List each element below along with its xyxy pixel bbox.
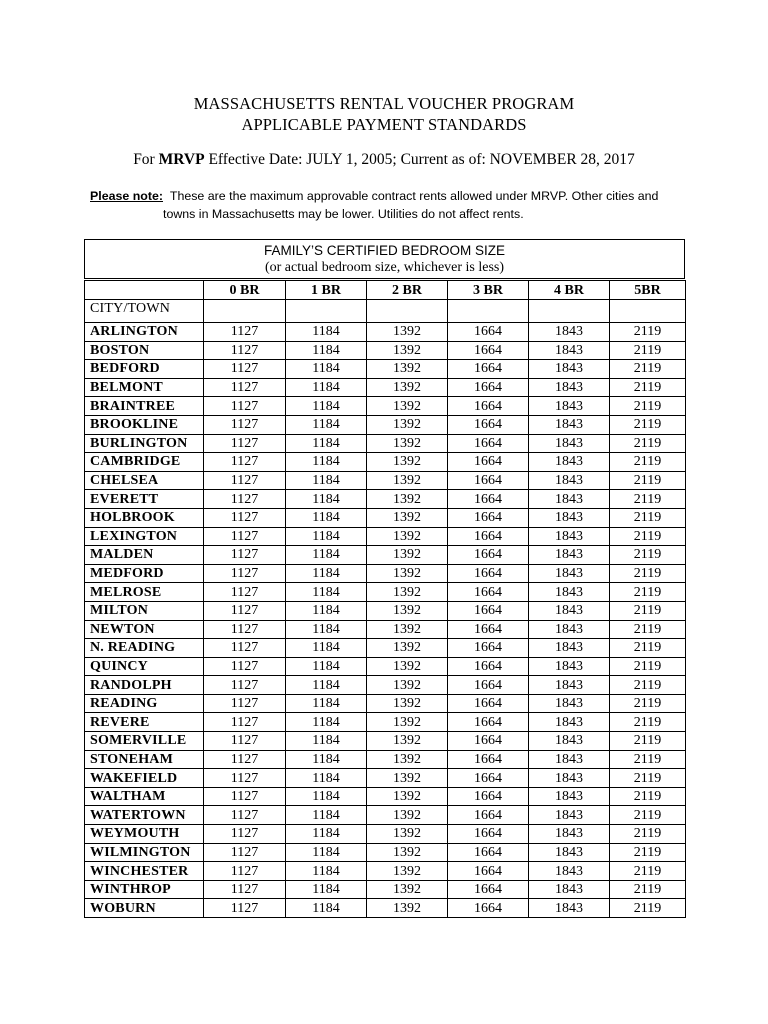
rent-value: 1184	[286, 341, 367, 360]
rent-value: 2119	[610, 676, 686, 695]
rent-value: 1184	[286, 546, 367, 565]
rent-value: 1392	[367, 341, 448, 360]
rent-value: 1392	[367, 508, 448, 527]
rent-value: 1127	[204, 564, 286, 583]
rent-value: 2119	[610, 323, 686, 342]
rent-value: 1843	[529, 564, 610, 583]
rent-value: 1127	[204, 732, 286, 751]
city-name: NEWTON	[85, 620, 204, 639]
column-header: 3 BR	[448, 281, 529, 300]
rent-value: 1664	[448, 546, 529, 565]
table-row	[85, 769, 686, 788]
rent-value: 1664	[448, 453, 529, 472]
rent-value: 2119	[610, 750, 686, 769]
table-row	[85, 527, 686, 546]
rent-value: 1127	[204, 657, 286, 676]
rent-value: 1843	[529, 471, 610, 490]
table-row	[85, 564, 686, 583]
rent-value: 1843	[529, 862, 610, 881]
city-name: BOSTON	[85, 341, 204, 360]
rent-value: 1392	[367, 806, 448, 825]
payment-standards-table	[84, 280, 686, 918]
rent-value: 1392	[367, 843, 448, 862]
rent-value: 1664	[448, 657, 529, 676]
rent-value: 1843	[529, 527, 610, 546]
rent-value: 1664	[448, 806, 529, 825]
rent-value: 1392	[367, 323, 448, 342]
city-name: READING	[85, 694, 204, 713]
rent-value: 1184	[286, 601, 367, 620]
rent-value: 2119	[610, 583, 686, 602]
table-row	[85, 639, 686, 658]
rent-value: 1843	[529, 750, 610, 769]
rent-value: 1843	[529, 490, 610, 509]
rent-value: 1843	[529, 880, 610, 899]
bedroom-size-header-title: FAMILY’S CERTIFIED BEDROOM SIZE	[263, 243, 506, 258]
rent-value: 2119	[610, 378, 686, 397]
rent-value: 1843	[529, 806, 610, 825]
rent-value: 1184	[286, 657, 367, 676]
city-name: WALTHAM	[85, 787, 204, 806]
table-row	[85, 787, 686, 806]
city-name: MELROSE	[85, 583, 204, 602]
column-header-blank	[85, 281, 204, 300]
note-label: Please note:	[90, 189, 163, 203]
rent-value: 2119	[610, 546, 686, 565]
rent-value: 1392	[367, 583, 448, 602]
rent-value: 1127	[204, 397, 286, 416]
city-name: BURLINGTON	[85, 434, 204, 453]
empty-cell	[204, 300, 286, 323]
rent-value: 1127	[204, 899, 286, 918]
rent-value: 2119	[610, 787, 686, 806]
rent-value: 1392	[367, 862, 448, 881]
table-body	[85, 281, 686, 918]
rent-value: 1664	[448, 620, 529, 639]
rent-value: 1127	[204, 843, 286, 862]
city-name: RANDOLPH	[85, 676, 204, 695]
city-name: WATERTOWN	[85, 806, 204, 825]
rent-value: 1127	[204, 769, 286, 788]
city-name: BRAINTREE	[85, 397, 204, 416]
rent-value: 1664	[448, 899, 529, 918]
rent-value: 1392	[367, 546, 448, 565]
rent-value: 1392	[367, 787, 448, 806]
rent-value: 1392	[367, 694, 448, 713]
rent-value: 2119	[610, 508, 686, 527]
rent-value: 1392	[367, 769, 448, 788]
city-name: QUINCY	[85, 657, 204, 676]
rent-value: 1127	[204, 806, 286, 825]
city-name: N. READING	[85, 639, 204, 658]
rent-value: 1664	[448, 639, 529, 658]
rent-value: 1664	[448, 527, 529, 546]
rent-value: 1184	[286, 397, 367, 416]
table-row	[85, 490, 686, 509]
rent-value: 1664	[448, 434, 529, 453]
note-line-1: These are the maximum approvable contract rents allowed under MRVP. Other cities and	[169, 189, 659, 203]
rent-value: 1664	[448, 694, 529, 713]
rent-value: 1184	[286, 453, 367, 472]
rent-value: 1392	[367, 732, 448, 751]
rent-value: 1184	[286, 676, 367, 695]
rent-value: 1184	[286, 825, 367, 844]
rent-value: 1843	[529, 732, 610, 751]
rent-value: 2119	[610, 360, 686, 379]
city-name: LEXINGTON	[85, 527, 204, 546]
city-name: MEDFORD	[85, 564, 204, 583]
rent-value: 1664	[448, 750, 529, 769]
document-title-line-1: MASSACHUSETTS RENTAL VOUCHER PROGRAM	[193, 94, 575, 113]
bedroom-size-header-subtitle: (or actual bedroom size, whichever is less)	[264, 260, 505, 275]
city-name: BEDFORD	[85, 360, 204, 379]
city-name: CAMBRIDGE	[85, 453, 204, 472]
rent-value: 1392	[367, 639, 448, 658]
rent-value: 1184	[286, 750, 367, 769]
table-row	[85, 434, 686, 453]
rent-value: 1392	[367, 750, 448, 769]
rent-value: 1184	[286, 527, 367, 546]
rent-value: 1664	[448, 415, 529, 434]
rent-value: 1392	[367, 360, 448, 379]
rent-value: 1664	[448, 564, 529, 583]
rent-value: 1184	[286, 639, 367, 658]
rent-value: 1843	[529, 434, 610, 453]
city-name: WAKEFIELD	[85, 769, 204, 788]
rent-value: 2119	[610, 564, 686, 583]
rent-value: 1184	[286, 899, 367, 918]
rent-value: 1843	[529, 843, 610, 862]
empty-cell	[448, 300, 529, 323]
rent-value: 1843	[529, 676, 610, 695]
city-name: EVERETT	[85, 490, 204, 509]
table-row	[85, 880, 686, 899]
city-label-row	[85, 300, 686, 323]
rent-value: 1843	[529, 713, 610, 732]
rent-value: 1843	[529, 360, 610, 379]
rent-value: 1127	[204, 601, 286, 620]
rent-value: 1664	[448, 862, 529, 881]
table-row	[85, 601, 686, 620]
city-name: MILTON	[85, 601, 204, 620]
rent-value: 1127	[204, 434, 286, 453]
rent-value: 1664	[448, 601, 529, 620]
rent-value: 2119	[610, 639, 686, 658]
rent-value: 1127	[204, 880, 286, 899]
table-row	[85, 657, 686, 676]
rent-value: 1184	[286, 434, 367, 453]
rent-value: 1184	[286, 378, 367, 397]
rent-value: 1664	[448, 341, 529, 360]
rent-value: 2119	[610, 732, 686, 751]
rent-value: 1392	[367, 397, 448, 416]
rent-value: 1127	[204, 453, 286, 472]
table-row	[85, 583, 686, 602]
rent-value: 1664	[448, 323, 529, 342]
rent-value: 1184	[286, 843, 367, 862]
city-name: WOBURN	[85, 899, 204, 918]
rent-value: 1843	[529, 323, 610, 342]
rent-value: 1843	[529, 378, 610, 397]
rent-value: 2119	[610, 490, 686, 509]
table-row	[85, 453, 686, 472]
city-name: REVERE	[85, 713, 204, 732]
rent-value: 1184	[286, 583, 367, 602]
rent-value: 2119	[610, 415, 686, 434]
rent-value: 1843	[529, 899, 610, 918]
rent-value: 1843	[529, 620, 610, 639]
rent-value: 1664	[448, 676, 529, 695]
rent-value: 1843	[529, 546, 610, 565]
rent-value: 1127	[204, 620, 286, 639]
dateline-prefix: For	[133, 151, 159, 168]
column-header: 0 BR	[204, 281, 286, 300]
rent-value: 1664	[448, 880, 529, 899]
rent-value: 2119	[610, 453, 686, 472]
rent-value: 1392	[367, 601, 448, 620]
effective-date-line	[0, 151, 768, 169]
rent-value: 2119	[610, 397, 686, 416]
city-name: WINCHESTER	[85, 862, 204, 881]
rent-value: 1184	[286, 880, 367, 899]
rent-value: 2119	[610, 601, 686, 620]
city-name: ARLINGTON	[85, 323, 204, 342]
city-name: WEYMOUTH	[85, 825, 204, 844]
city-name: SOMERVILLE	[85, 732, 204, 751]
rent-value: 1392	[367, 471, 448, 490]
rent-value: 1392	[367, 880, 448, 899]
rent-value: 1843	[529, 341, 610, 360]
table-row	[85, 341, 686, 360]
rent-value: 1843	[529, 787, 610, 806]
rent-value: 1664	[448, 769, 529, 788]
rent-value: 2119	[610, 694, 686, 713]
rent-value: 1664	[448, 471, 529, 490]
rent-value: 1664	[448, 397, 529, 416]
rent-value: 1127	[204, 378, 286, 397]
rent-value: 1392	[367, 490, 448, 509]
rent-value: 2119	[610, 713, 686, 732]
rent-value: 1184	[286, 769, 367, 788]
rent-value: 1664	[448, 583, 529, 602]
rent-value: 1392	[367, 713, 448, 732]
rent-value: 1184	[286, 323, 367, 342]
table-row	[85, 806, 686, 825]
rent-value: 1127	[204, 787, 286, 806]
rent-value: 1184	[286, 415, 367, 434]
table-row	[85, 397, 686, 416]
rent-value: 1664	[448, 360, 529, 379]
city-name: STONEHAM	[85, 750, 204, 769]
column-header: 2 BR	[367, 281, 448, 300]
empty-cell	[529, 300, 610, 323]
rent-value: 1664	[448, 732, 529, 751]
table-row	[85, 360, 686, 379]
table-row	[85, 825, 686, 844]
table-row	[85, 471, 686, 490]
rent-value: 1127	[204, 639, 286, 658]
rent-value: 1392	[367, 676, 448, 695]
rent-value: 1392	[367, 378, 448, 397]
rent-value: 1127	[204, 527, 286, 546]
rent-value: 1843	[529, 508, 610, 527]
table-row	[85, 676, 686, 695]
rent-value: 2119	[610, 471, 686, 490]
rent-value: 1664	[448, 713, 529, 732]
rent-value: 1127	[204, 508, 286, 527]
rent-value: 1127	[204, 583, 286, 602]
rent-value: 1392	[367, 620, 448, 639]
column-header: 4 BR	[529, 281, 610, 300]
city-name: MALDEN	[85, 546, 204, 565]
rent-value: 1127	[204, 694, 286, 713]
rent-value: 1127	[204, 490, 286, 509]
rent-value: 1184	[286, 732, 367, 751]
rent-value: 1184	[286, 787, 367, 806]
rent-value: 1664	[448, 843, 529, 862]
rent-value: 2119	[610, 657, 686, 676]
rent-value: 1184	[286, 862, 367, 881]
rent-value: 2119	[610, 843, 686, 862]
rent-value: 1664	[448, 490, 529, 509]
bedroom-size-header	[84, 239, 685, 279]
city-column-label: CITY/TOWN	[85, 300, 204, 323]
rent-value: 1843	[529, 825, 610, 844]
dateline-dates: Effective Date: JULY 1, 2005; Current as of: NOVEMBER 28, 2017	[204, 151, 635, 168]
rent-value: 1184	[286, 360, 367, 379]
city-name: WINTHROP	[85, 880, 204, 899]
rent-value: 2119	[610, 880, 686, 899]
rent-value: 1664	[448, 508, 529, 527]
rent-value: 2119	[610, 825, 686, 844]
rent-value: 1127	[204, 360, 286, 379]
rent-value: 1843	[529, 415, 610, 434]
rent-value: 2119	[610, 434, 686, 453]
rent-value: 1392	[367, 657, 448, 676]
rent-value: 1127	[204, 713, 286, 732]
rent-value: 1392	[367, 527, 448, 546]
table-row	[85, 750, 686, 769]
rent-value: 1843	[529, 583, 610, 602]
rent-value: 2119	[610, 806, 686, 825]
rent-value: 1392	[367, 899, 448, 918]
table-row	[85, 620, 686, 639]
empty-cell	[286, 300, 367, 323]
dateline-program: MRVP	[158, 151, 205, 168]
table-row	[85, 843, 686, 862]
rent-value: 1392	[367, 825, 448, 844]
rent-value: 1127	[204, 471, 286, 490]
table-row	[85, 694, 686, 713]
rent-value: 1392	[367, 415, 448, 434]
table-row	[85, 508, 686, 527]
rent-value: 1843	[529, 694, 610, 713]
rent-value: 1843	[529, 601, 610, 620]
rent-value: 1127	[204, 415, 286, 434]
rent-value: 1184	[286, 490, 367, 509]
rent-value: 1664	[448, 825, 529, 844]
rent-value: 1184	[286, 508, 367, 527]
rent-value: 2119	[610, 769, 686, 788]
rent-value: 1843	[529, 453, 610, 472]
rent-value: 1664	[448, 378, 529, 397]
rent-value: 1127	[204, 323, 286, 342]
rent-value: 2119	[610, 527, 686, 546]
rent-value: 1127	[204, 676, 286, 695]
rent-value: 1843	[529, 639, 610, 658]
city-name: BROOKLINE	[85, 415, 204, 434]
table-row	[85, 323, 686, 342]
rent-value: 2119	[610, 899, 686, 918]
rent-value: 1184	[286, 620, 367, 639]
rent-value: 1127	[204, 862, 286, 881]
table-row	[85, 546, 686, 565]
rent-value: 1127	[204, 546, 286, 565]
rent-value: 1184	[286, 713, 367, 732]
city-name: WILMINGTON	[85, 843, 204, 862]
rent-value: 1184	[286, 694, 367, 713]
rent-value: 2119	[610, 341, 686, 360]
city-name: CHELSEA	[85, 471, 204, 490]
table-row	[85, 899, 686, 918]
table-row	[85, 713, 686, 732]
rent-value: 1127	[204, 341, 286, 360]
city-name: BELMONT	[85, 378, 204, 397]
column-header-row	[85, 281, 686, 300]
rent-value: 1127	[204, 825, 286, 844]
city-name: HOLBROOK	[85, 508, 204, 527]
column-header: 5BR	[610, 281, 686, 300]
rent-value: 1392	[367, 453, 448, 472]
document-title-line-2: APPLICABLE PAYMENT STANDARDS	[241, 115, 527, 134]
table-row	[85, 862, 686, 881]
rent-value: 1843	[529, 657, 610, 676]
rent-value: 1392	[367, 434, 448, 453]
rent-value: 1843	[529, 769, 610, 788]
table-row	[85, 378, 686, 397]
note-line-2: towns in Massachusetts may be lower. Utilities do not affect rents.	[163, 207, 524, 221]
column-header: 1 BR	[286, 281, 367, 300]
empty-cell	[610, 300, 686, 323]
rent-value: 2119	[610, 620, 686, 639]
empty-cell	[367, 300, 448, 323]
table-row	[85, 732, 686, 751]
rent-value: 1184	[286, 806, 367, 825]
rent-value: 1843	[529, 397, 610, 416]
rent-value: 1392	[367, 564, 448, 583]
rent-value: 2119	[610, 862, 686, 881]
rent-value: 1127	[204, 750, 286, 769]
table-row	[85, 415, 686, 434]
rent-value: 1184	[286, 471, 367, 490]
please-note-block	[90, 187, 690, 223]
rent-value: 1664	[448, 787, 529, 806]
rent-value: 1184	[286, 564, 367, 583]
